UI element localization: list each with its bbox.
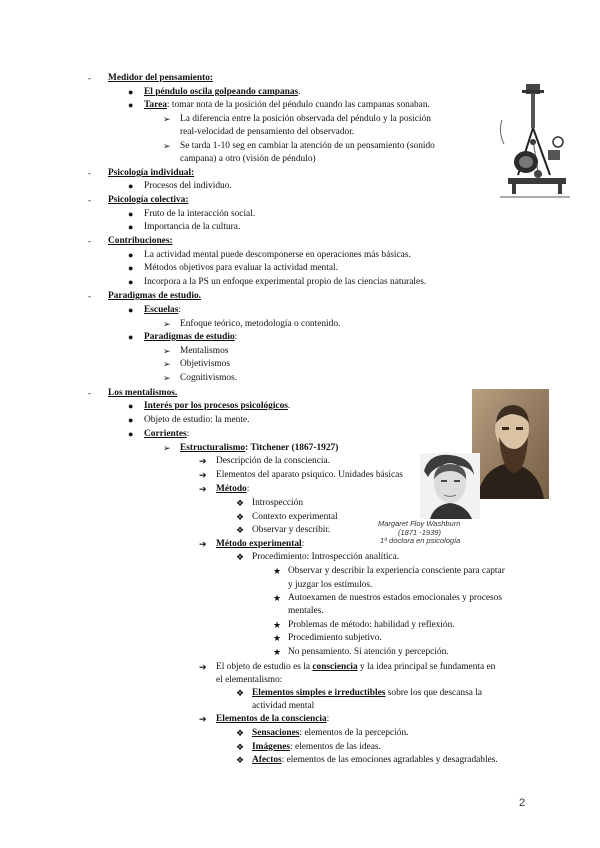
text-run: : — [186, 429, 190, 439]
text-run: Incorpora a la PS un enfoque experimental propio de las ciencias naturales. — [144, 277, 427, 287]
text-run: Escuelas — [144, 305, 179, 315]
text-run: : — [326, 714, 330, 724]
text-run: Autoexamen de nuestros estados emocionales y procesos — [288, 593, 503, 603]
text-line — [288, 579, 372, 592]
text-run: Elementos simples e irreductibles — [252, 688, 386, 698]
text-line — [216, 455, 330, 468]
text-run: y juzgar los estímulos. — [288, 580, 373, 590]
arrow-marker: ➢ — [163, 359, 171, 369]
text-line — [288, 619, 455, 632]
titchener-portrait-photo — [472, 389, 549, 499]
text-run: Sensaciones — [252, 728, 300, 738]
text-line — [108, 167, 194, 180]
text-line — [216, 538, 304, 551]
diamond-marker: ❖ — [236, 755, 245, 765]
text-run: Psicología colectiva: — [108, 195, 189, 205]
text-line — [216, 483, 249, 496]
text-run: : — [246, 484, 250, 494]
star-marker: ★ — [273, 633, 282, 643]
text-run: Objeto de estudio: la mente. — [144, 415, 250, 425]
text-line — [108, 290, 201, 303]
dash-marker: - — [88, 195, 91, 205]
text-line — [108, 387, 177, 400]
text-run: Procedimiento subjetivo. — [288, 633, 382, 643]
text-run: Titchener (1867-1927) — [250, 443, 339, 453]
rarrow-marker: ➔ — [199, 484, 207, 494]
text-run: : — [178, 305, 181, 315]
text-run: : — [245, 443, 251, 453]
text-line — [216, 713, 329, 726]
text-run: No pensamiento. Si atención y percepción. — [288, 647, 449, 657]
text-run: Psicología individual: — [108, 168, 195, 178]
text-line — [288, 646, 449, 659]
text-run: El péndulo oscila golpeando campanas — [144, 87, 299, 97]
text-run: Interés por los procesos psicológicos — [144, 401, 288, 411]
text-line — [252, 700, 314, 713]
text-run: Procedimiento: Introspección analítica. — [252, 552, 400, 562]
text-run: Importancia de la cultura. — [144, 222, 241, 232]
text-line — [108, 235, 173, 248]
bullet-marker: ● — [128, 415, 134, 425]
text-run: Elementos de la consciencia — [216, 714, 327, 724]
text-run: Descripción de la consciencia. — [216, 456, 331, 466]
text-line — [180, 153, 316, 166]
text-line — [252, 754, 498, 767]
diamond-marker: ❖ — [236, 525, 245, 535]
text-run: . — [298, 87, 301, 97]
text-run: : tomar nota de la posición del péndulo cuando las campanas sonaban. — [166, 100, 430, 110]
text-run: Introspección — [252, 498, 304, 508]
text-line — [108, 194, 188, 207]
text-run: Métodos objetivos para evaluar la actividad mental. — [144, 263, 338, 273]
text-run: mentales. — [288, 606, 324, 616]
diamond-marker: ❖ — [236, 742, 245, 752]
text-run: Contribuciones: — [108, 236, 173, 246]
text-line — [144, 86, 301, 99]
text-run: Paradigmas de estudio — [144, 332, 235, 342]
text-run: actividad mental — [252, 701, 315, 711]
text-run: consciencia — [312, 662, 358, 672]
text-line — [144, 221, 240, 234]
text-run: La diferencia entre la posición observada del péndulo y la posición — [180, 114, 431, 124]
text-run: Imágenes — [252, 742, 291, 752]
text-run: el elementalismo: — [216, 675, 283, 685]
text-run: Afectos — [252, 755, 282, 765]
bullet-marker: ● — [128, 277, 134, 287]
text-run: Mentalismos — [180, 346, 229, 356]
dash-marker: - — [88, 168, 91, 178]
text-run: : elementos de las ideas. — [290, 742, 381, 752]
bullet-marker: ● — [128, 87, 134, 97]
text-line — [180, 345, 228, 358]
text-run: Paradigmas de estudio. — [108, 291, 201, 301]
bullet-marker: ● — [128, 250, 134, 260]
text-run: Método — [216, 484, 247, 494]
text-run: Método experimental — [216, 539, 302, 549]
text-run: La actividad mental puede descomponerse en operaciones más básicas. — [144, 250, 411, 260]
text-line — [180, 442, 338, 455]
dash-marker: - — [88, 236, 91, 246]
text-line — [180, 358, 230, 371]
text-line — [252, 551, 399, 564]
text-line — [144, 180, 232, 193]
text-run: Corrientes — [144, 429, 187, 439]
text-run: Observar y describir la experiencia consciente para captar — [288, 566, 505, 576]
text-run: Contexto experimental — [252, 512, 338, 522]
text-line — [288, 605, 324, 618]
text-run: Se tarda 1-10 seg en cambiar la atención de un pensamiento (sonido — [180, 141, 435, 151]
text-run: Elementos del aparato psíquico. Unidades básicas — [216, 470, 403, 480]
text-line — [252, 741, 381, 754]
text-run: Estructuralismo — [180, 443, 246, 453]
rarrow-marker: ➔ — [199, 714, 207, 724]
star-marker: ★ — [273, 647, 282, 657]
photo-caption-name: Margaret Floy Washburn — [378, 519, 461, 528]
text-line — [108, 72, 213, 85]
bullet-marker: ● — [128, 222, 134, 232]
text-run: . — [287, 401, 291, 411]
text-line — [144, 400, 290, 413]
text-line — [216, 661, 495, 674]
diamond-marker: ❖ — [236, 552, 245, 562]
text-line — [144, 304, 181, 317]
text-line — [180, 140, 435, 153]
arrow-marker: ➢ — [163, 141, 171, 151]
text-run: Tarea — [144, 100, 167, 110]
star-marker: ★ — [273, 620, 282, 630]
star-marker: ★ — [273, 566, 282, 576]
text-run: campana) a otro (visión de péndulo) — [180, 154, 316, 164]
text-run: El objeto de estudio es la — [216, 662, 313, 672]
text-line — [180, 318, 340, 331]
rarrow-marker: ➔ — [199, 456, 207, 466]
text-run: Objetivismos — [180, 359, 231, 369]
bullet-marker: ● — [128, 263, 134, 273]
page-number: 2 — [519, 797, 526, 809]
text-line — [180, 372, 237, 385]
text-run: real-velocidad de pensamiento del observador. — [180, 127, 355, 137]
text-run: : — [234, 332, 238, 342]
diamond-marker: ❖ — [236, 498, 245, 508]
photo-caption-note: 1ª doctora en psicología — [380, 536, 461, 545]
bullet-marker: ● — [128, 305, 134, 315]
bullet-marker: ● — [128, 209, 134, 219]
washburn-photo — [374, 453, 480, 545]
text-line — [252, 727, 408, 740]
text-line — [180, 126, 354, 139]
text-run: Enfoque teórico, metodología o contenido. — [180, 319, 341, 329]
text-line — [144, 249, 411, 262]
text-run: Los mentalismos. — [108, 388, 178, 398]
diamond-marker: ❖ — [236, 688, 245, 698]
text-line — [180, 113, 431, 126]
text-run: Observar y describir. — [252, 525, 331, 535]
text-line — [252, 687, 482, 700]
text-run: y la idea principal se fundamenta en — [357, 662, 496, 672]
text-run: : elementos de las emociones agradables y desagradables. — [281, 755, 498, 765]
arrow-marker: ➢ — [163, 373, 171, 383]
text-line — [252, 511, 338, 524]
star-marker: ★ — [273, 593, 282, 603]
bullet-marker: ● — [128, 401, 134, 411]
text-line — [288, 565, 505, 578]
text-line — [252, 524, 330, 537]
text-line — [144, 414, 249, 427]
arrow-marker: ➢ — [163, 319, 171, 329]
bullet-marker: ● — [128, 332, 134, 342]
pendulum-apparatus-illustration — [498, 80, 574, 202]
text-run: : — [301, 539, 305, 549]
text-run: Fruto de la interacción social. — [144, 209, 256, 219]
diamond-marker: ❖ — [236, 728, 245, 738]
dash-marker: - — [88, 388, 91, 398]
rarrow-marker: ➔ — [199, 470, 207, 480]
text-line — [288, 632, 382, 645]
text-line — [252, 497, 303, 510]
text-line — [144, 331, 237, 344]
dash-marker: - — [88, 291, 91, 301]
text-run: Medidor del pensamiento: — [108, 73, 214, 83]
bullet-marker: ● — [128, 429, 134, 439]
text-run: : elementos de la percepción. — [299, 728, 409, 738]
photo-caption-years: (1871 -1939) — [398, 528, 441, 537]
text-line — [144, 262, 338, 275]
text-run: Problemas de método: habilidad y reflexión. — [288, 620, 455, 630]
text-line — [144, 208, 255, 221]
text-run: sobre los que descansa la — [385, 688, 482, 698]
rarrow-marker: ➔ — [199, 662, 207, 672]
dash-marker: - — [88, 73, 91, 83]
text-line — [288, 592, 502, 605]
text-line — [216, 469, 403, 482]
arrow-marker: ➢ — [163, 114, 171, 124]
diamond-marker: ❖ — [236, 512, 245, 522]
bullet-marker: ● — [128, 181, 134, 191]
arrow-marker: ➢ — [163, 443, 171, 453]
text-line — [144, 276, 426, 289]
bullet-marker: ● — [128, 100, 134, 110]
arrow-marker: ➢ — [163, 346, 171, 356]
text-line — [144, 99, 430, 112]
text-line — [216, 674, 282, 687]
text-line — [144, 428, 189, 441]
rarrow-marker: ➔ — [199, 539, 207, 549]
text-run: Cognitivismos. — [180, 373, 238, 383]
text-run: Procesos del individuo. — [144, 181, 232, 191]
